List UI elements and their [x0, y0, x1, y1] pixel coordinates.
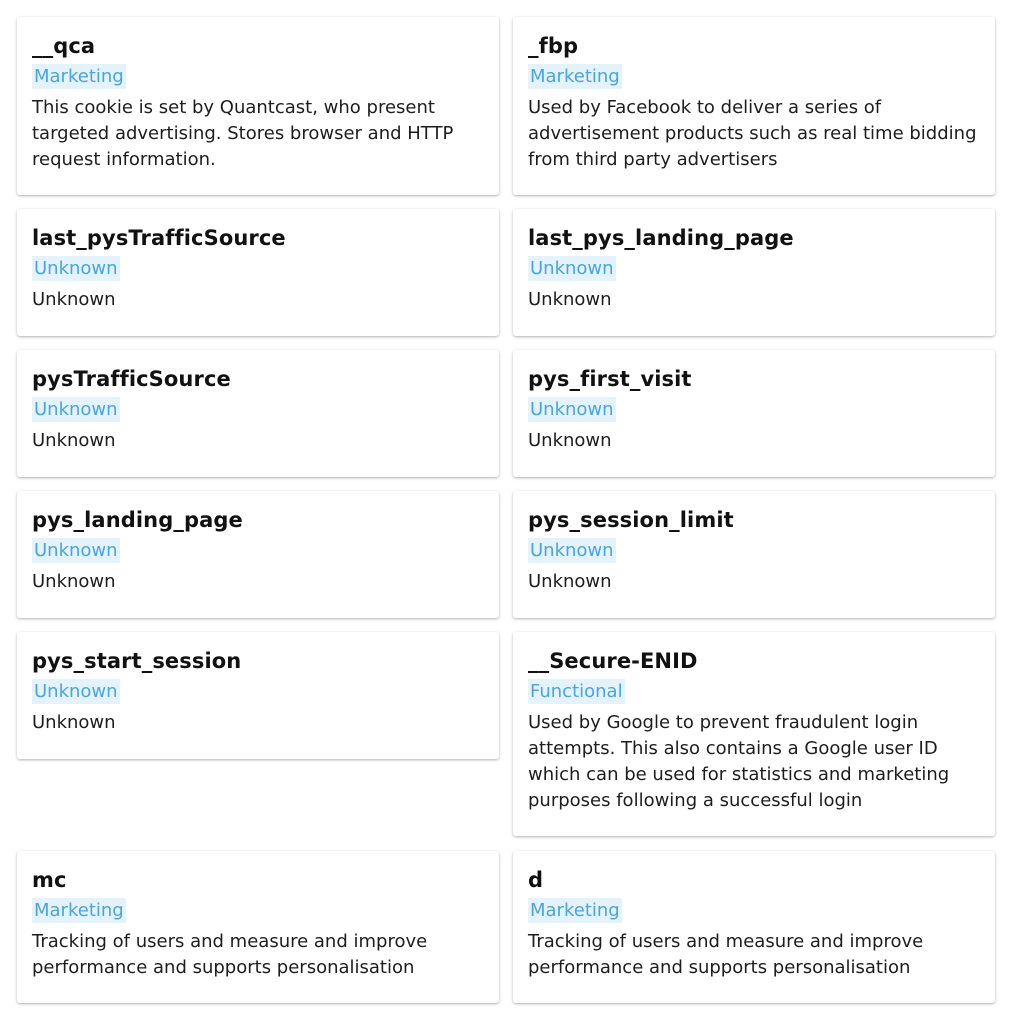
cookie-name: __Secure-ENID: [528, 649, 698, 673]
cookie-name: mc: [32, 868, 67, 892]
cookie-description: Unknown: [32, 289, 116, 310]
cookie-card: [17, 632, 499, 759]
cookie-category-badge: Marketing: [530, 900, 620, 921]
cookie-description: Unknown: [32, 571, 116, 592]
cookie-category-badge: Unknown: [34, 258, 118, 279]
cookie-card: [513, 209, 995, 336]
cookie-category-badge: Unknown: [34, 399, 118, 420]
cookie-category-badge: Unknown: [530, 258, 614, 279]
cookie-name: d: [528, 868, 544, 892]
cookie-category-badge: Marketing: [530, 66, 620, 87]
cookie-category-badge: Unknown: [34, 681, 118, 702]
cookie-category-badge: Unknown: [530, 540, 614, 561]
cookie-description: Used by Facebook to deliver a series of advertisement products such as real time bidding from third party advertisers: [528, 97, 977, 170]
cookie-card: [513, 17, 995, 195]
cookie-name: pysTrafficSource: [32, 367, 231, 391]
cookie-name: last_pys_landing_page: [528, 226, 794, 250]
cookie-name: _fbp: [528, 34, 579, 58]
cookie-card: [513, 350, 995, 477]
cookie-description: Tracking of users and measure and improve performance and supports personalisation: [32, 931, 428, 978]
cookie-list: [17, 17, 996, 1003]
cookie-name: pys_session_limit: [528, 508, 734, 532]
cookie-row: [17, 491, 996, 618]
cookie-row: [17, 851, 996, 1003]
cookie-description: Unknown: [32, 430, 116, 451]
cookie-name: pys_start_session: [32, 649, 242, 673]
cookie-card: [513, 632, 995, 836]
cookie-description: Unknown: [32, 712, 116, 733]
cookie-card: [17, 17, 499, 195]
cookie-name: pys_first_visit: [528, 367, 692, 391]
cookie-row: [17, 17, 996, 195]
cookie-card: [17, 851, 499, 1003]
cookie-description: Used by Google to prevent fraudulent login attempts. This also contains a Google user ID which can be used for statistics and marketing purposes following a successful login: [528, 712, 950, 811]
cookie-category-badge: Unknown: [530, 399, 614, 420]
cookie-card: [513, 851, 995, 1003]
cookie-card: [17, 209, 499, 336]
cookie-name: last_pysTrafficSource: [32, 226, 286, 250]
cookie-card: [17, 491, 499, 618]
cookie-row: [17, 632, 996, 836]
cookie-description: Unknown: [528, 289, 612, 310]
cookie-category-badge: Functional: [530, 681, 623, 702]
cookie-card: [513, 491, 995, 618]
cookie-category-badge: Unknown: [34, 540, 118, 561]
cookie-description: Unknown: [528, 571, 612, 592]
cookie-card: [17, 350, 499, 477]
cookie-name: pys_landing_page: [32, 508, 243, 532]
cookie-category-badge: Marketing: [34, 900, 124, 921]
cookie-description: Unknown: [528, 430, 612, 451]
cookie-category-badge: Marketing: [34, 66, 124, 87]
cookie-row: [17, 350, 996, 477]
cookie-description: This cookie is set by Quantcast, who present targeted advertising. Stores browser and HTTP request information.: [32, 97, 454, 170]
cookie-description: Tracking of users and measure and improve performance and supports personalisation: [528, 931, 924, 978]
cookie-row: [17, 209, 996, 336]
cookie-name: __qca: [32, 34, 96, 58]
